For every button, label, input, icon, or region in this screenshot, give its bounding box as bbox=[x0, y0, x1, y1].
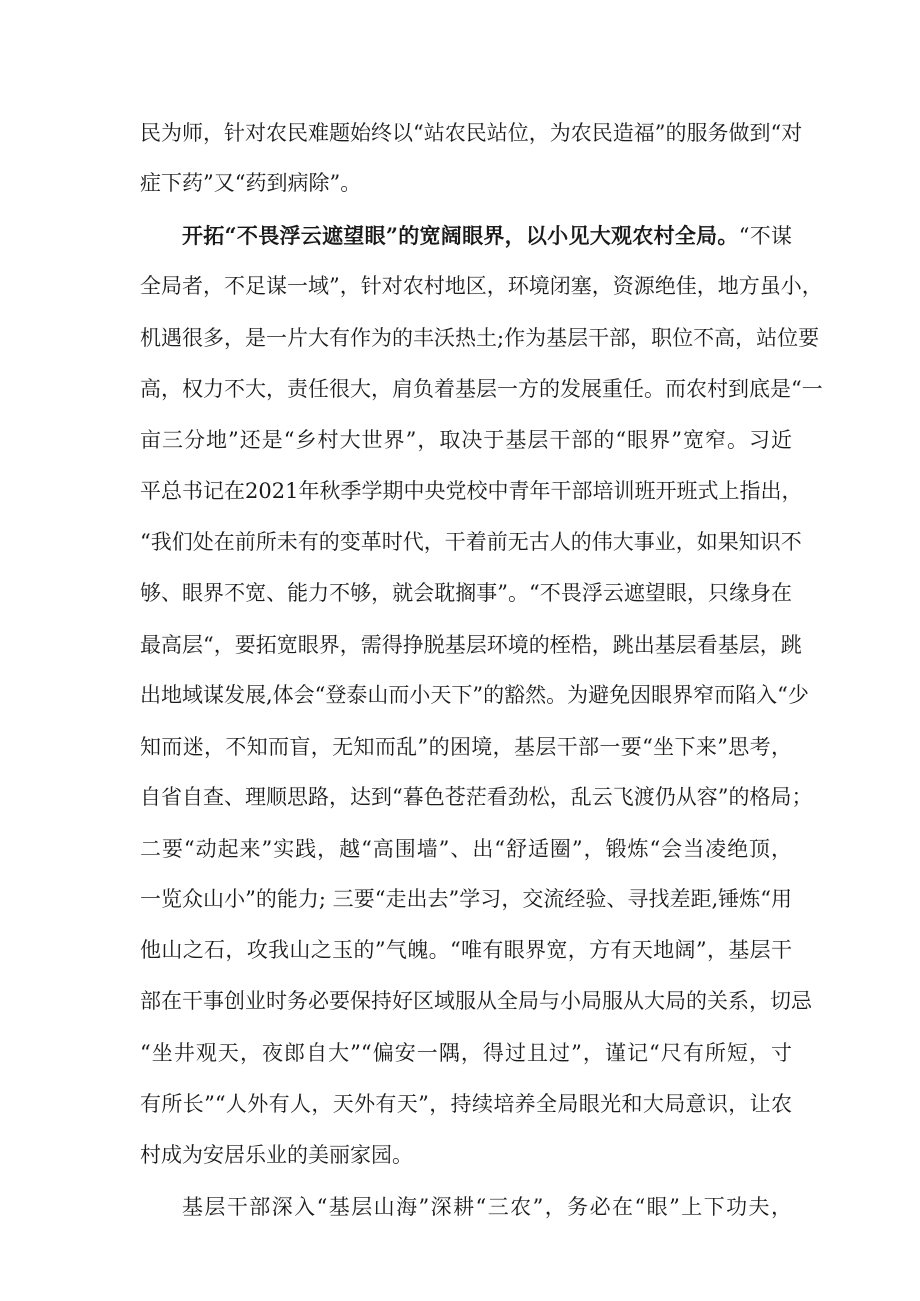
text-line bbox=[140, 323, 820, 353]
line-text: 一览众山小”的能力; 三要“走出去”学习，交流经验、寻找差距,锤炼“用 bbox=[140, 887, 792, 911]
text-line bbox=[140, 1140, 792, 1170]
text-line bbox=[140, 527, 802, 557]
text-line bbox=[140, 374, 823, 404]
line-text: 部在干事创业时务必要保持好区域服从全局与小局服从大局的关系，切忌 bbox=[140, 989, 812, 1013]
text-line bbox=[182, 221, 792, 251]
text-line bbox=[140, 476, 803, 506]
line-text: “不谋 bbox=[738, 224, 792, 248]
line-text: 高，权力不大，责任很大，肩负着基层一方的发展重任。而农村到底是“一 bbox=[140, 377, 823, 401]
text-line bbox=[140, 680, 809, 710]
line-text: 平总书记在2021年秋季学期中央党校中青年干部培训班开班式上指出， bbox=[140, 479, 803, 503]
line-text: 最高层“，要拓宽眼界，需得挣脱基层环境的桎梏，跳出基层看基层，跳 bbox=[140, 633, 802, 657]
text-line bbox=[140, 1089, 792, 1119]
text-line bbox=[140, 578, 792, 608]
text-line bbox=[140, 168, 792, 198]
line-text: 民为师，针对农民难题始终以“站农民站位，为农民造福”的服务做到“对 bbox=[140, 121, 803, 145]
line-text: 自省自查、理顺思路，达到“暮色苍茫看劲松，乱云飞渡仍从容”的格局； bbox=[140, 785, 813, 809]
line-text: 有所长”“人外有人，天外有天”，持续培养全局眼光和大局意识，让农 bbox=[140, 1092, 792, 1116]
text-line bbox=[140, 271, 823, 301]
line-text: 知而迷，不知而盲，无知而乱”的困境，基层干部一要“坐下来”思考， bbox=[140, 735, 792, 759]
line-text: 出地域谋发展,体会“登泰山而小天下”的豁然。为避免因眼界窄而陷入“少 bbox=[140, 683, 809, 707]
text-line bbox=[140, 782, 813, 812]
line-text: 亩三分地”还是“乡村大世界”，取决于基层干部的“眼界”宽窄。习近 bbox=[140, 428, 792, 452]
text-line bbox=[140, 834, 792, 864]
paragraph-heading: 开拓“不畏浮云遮望眼”的宽阔眼界，以小见大观农村全局。 bbox=[182, 223, 739, 248]
text-line bbox=[140, 1038, 792, 1068]
line-text: 机遇很多，是一片大有作为的丰沃热土;作为基层干部，职位不高，站位要 bbox=[140, 326, 820, 350]
text-line bbox=[140, 935, 792, 965]
line-text: 基层干部深入“基层山海”深耕“三农”，务必在“眼”上下功夫， bbox=[182, 1195, 792, 1219]
line-text: “坐井观天，夜郎自大”“偏安一隅，得过且过”，谨记“尺有所短，寸 bbox=[140, 1041, 792, 1065]
text-line bbox=[140, 732, 792, 762]
line-text: 全局者，不足谋一域”，针对农村地区，环境闭塞，资源绝佳，地方虽小， bbox=[140, 274, 823, 298]
line-text: 他山之石，攻我山之玉的”气魄。“唯有眼界宽，方有天地阔”，基层干 bbox=[140, 938, 792, 962]
text-line bbox=[140, 986, 812, 1016]
text-line bbox=[140, 630, 802, 660]
text-line bbox=[140, 425, 792, 455]
line-text: 够、眼界不宽、能力不够，就会耽搁事”。“不畏浮云遮望眼，只缘身在 bbox=[140, 581, 792, 605]
text-line bbox=[140, 118, 803, 148]
text-line bbox=[182, 1192, 792, 1222]
line-text: “我们处在前所未有的变革时代，干着前无古人的伟大事业，如果知识不 bbox=[140, 530, 802, 554]
text-line bbox=[140, 884, 792, 914]
line-text: 二要“动起来”实践，越“高围墙”、出“舒适圈”，锻炼“会当凌绝顶， bbox=[140, 837, 792, 861]
line-text: 症下药”又“药到病除”。 bbox=[140, 171, 362, 195]
line-text: 村成为安居乐业的美丽家园。 bbox=[140, 1143, 413, 1167]
